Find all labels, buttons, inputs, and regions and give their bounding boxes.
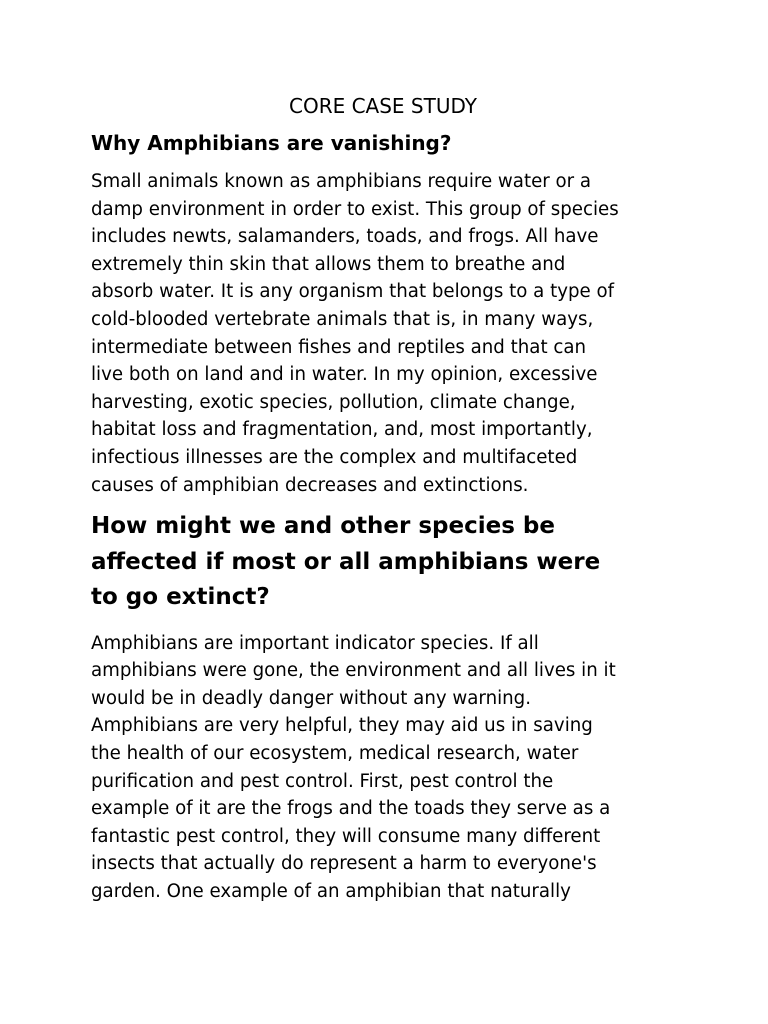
- document-title: CORE CASE STUDY: [288, 94, 477, 118]
- document-page: [91, 92, 691, 906]
- section-body-effects-of-extinction: Amphibians are important indicator species. If all amphibians were gone, the environment and all lives in it would be in deadly danger without any warning. Amphibians are very helpful, they may aid us in saving the health of our ecosystem, medical research, water purification and pest control. First, pest control the example of it are the frogs and the toads they serve as a fantastic pest control, they will consume many different insects that actually do represent a harm to everyone's garden. One example of an amphibian that naturally: [91, 632, 616, 902]
- section-body-why-vanishing: Small animals known as amphibians require water or a damp environment in order to exist. This group of species includes newts, salamanders, toads, and frogs. All have extremely thin skin that allows them to breathe and absorb water. It is any organism that belongs to a type of cold-blooded vertebrate animals that is, in many ways, intermediate between fishes and reptiles and that can live both on land and in water. In my opinion, excessive harvesting, exotic species, pollution, climate change, habitat loss and fragmentation, and, most importantly, infectious illnesses are the complex and multifaceted causes of amphibian decreases and extinctions.: [91, 171, 619, 496]
- section-heading-effects-of-extinction: How might we and other species be affected if most or all amphibians were to go extinct?: [91, 513, 601, 611]
- section-heading-why-vanishing: Why Amphibians are vanishing?: [91, 131, 452, 155]
